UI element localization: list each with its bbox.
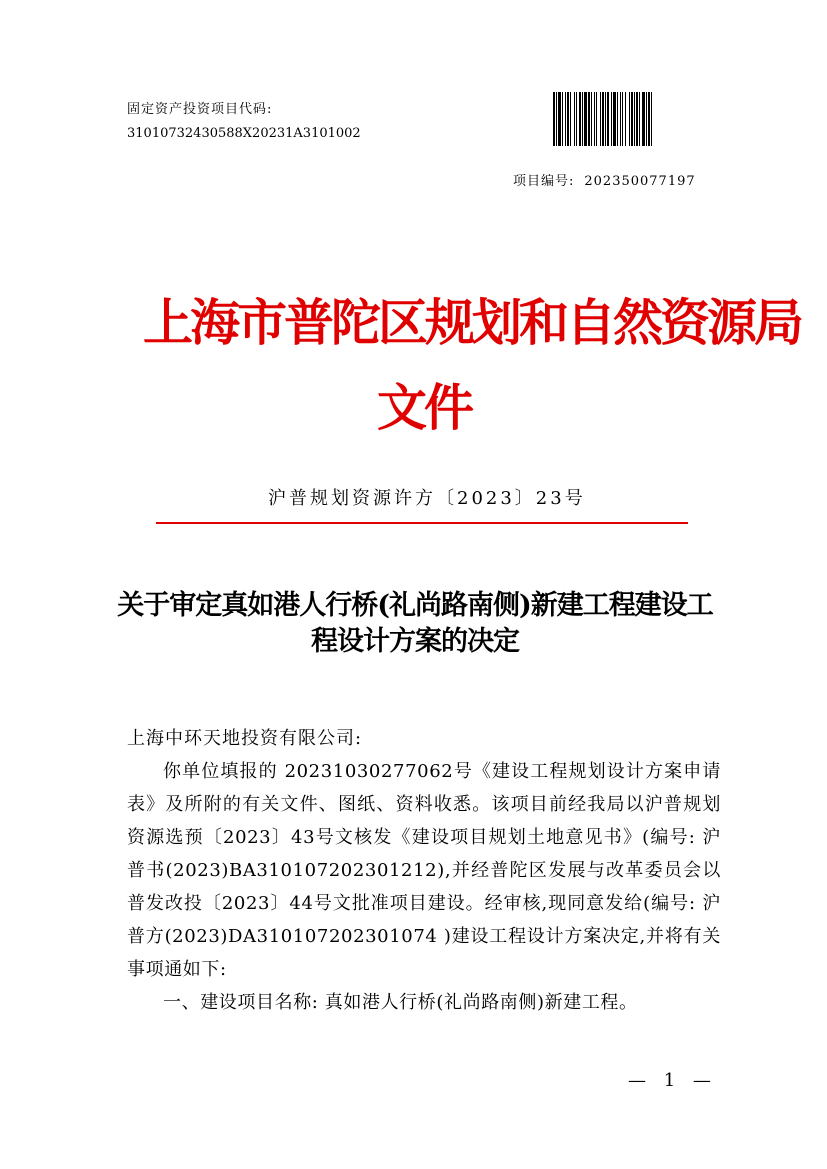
barcode-bar [629, 92, 630, 146]
document-number: 沪普规划资源许方〔2023〕23号 [268, 488, 586, 509]
barcode-bar [646, 92, 647, 146]
red-divider [156, 522, 688, 524]
barcode-bar [594, 92, 595, 146]
barcode-bar [602, 92, 604, 146]
barcode-bar [600, 92, 601, 146]
barcode-bar [553, 92, 555, 146]
barcode-bar [607, 92, 609, 146]
barcode-bar [567, 92, 569, 146]
barcode-bar [620, 92, 621, 146]
barcode-bar [636, 92, 638, 146]
barcode-bar [584, 92, 587, 146]
barcode-bar [651, 92, 652, 146]
barcode-bar [588, 92, 590, 146]
barcode-bar [596, 92, 597, 146]
barcode-bar [631, 92, 633, 146]
project-number-value: 202350077197 [584, 174, 696, 189]
project-number-label: 项目编号: [513, 174, 575, 189]
barcode-bar [617, 92, 618, 146]
addressee: 上海中环天地投资有限公司: [127, 728, 363, 749]
barcode-bar [562, 92, 563, 146]
barcode-bar [634, 92, 635, 146]
barcode-bar [574, 92, 575, 146]
barcode-bar [613, 92, 616, 146]
barcode-bar [611, 92, 612, 146]
body-item: 一、建设项目名称: 真如港人行桥(礼尚路南侧)新建工程。 [163, 992, 638, 1013]
barcode-bar [642, 92, 645, 146]
barcode-bar [576, 92, 577, 146]
barcode-bar [605, 92, 606, 146]
barcode-bar [625, 92, 626, 146]
body-paragraph: 你单位填报的 20231030277062号《建设工程规划设计方案申请表》及所附的有关文件、图纸、资料收悉。该项目前经我局以沪普规划资源选预〔2023〕43号文核发《建设项目规划土地意见书》(编号: 沪普书(2023)BA310107202301212),并经普陀区发展与改革委员会以普发改投〔2023〕44号文批准项目建设。经审核,现同意发给(编号: 沪普方(2023)DA310107202301074 )建设工程设计方案决定,并将有关事项通如下: [127, 761, 721, 980]
barcode-bar [570, 92, 571, 146]
document-body [127, 722, 721, 1019]
barcode-bar [582, 92, 583, 146]
barcode-bar [565, 92, 566, 146]
barcode-bar [622, 92, 623, 146]
barcode-bar [579, 92, 581, 146]
investment-code: 31010732430588X20231A3101002 [127, 126, 361, 141]
barcode-icon [553, 92, 706, 146]
investment-code-label: 固定资产投资项目代码: [127, 102, 273, 117]
barcode-bar [639, 92, 640, 146]
agency-title: 上海市普陀区规划和自然资源局 [143, 294, 801, 352]
barcode-bar [591, 92, 592, 146]
barcode-bar [648, 92, 650, 146]
document-subject: 关于审定真如港人行桥(礼尚路南侧)新建工程建设工程设计方案的决定 [117, 590, 713, 657]
barcode-bar [556, 92, 557, 146]
project-number [513, 172, 696, 192]
document-word: 文件 [377, 379, 471, 437]
barcode-bar [558, 92, 561, 146]
page-number: — 1 — [628, 1070, 717, 1091]
